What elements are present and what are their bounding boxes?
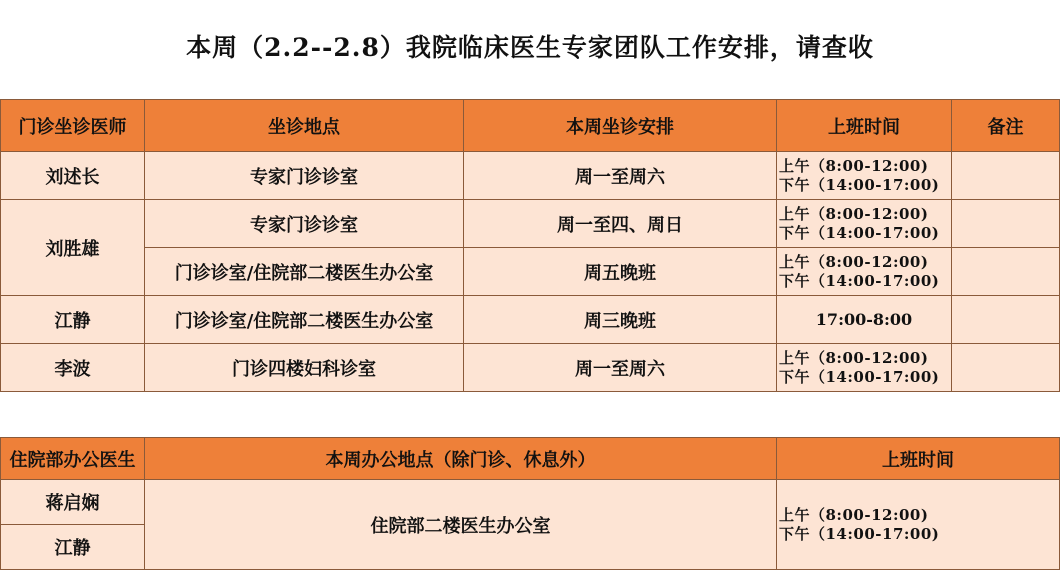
header-cell: 备注 (952, 100, 1060, 152)
doctor-name: 蒋启娴 (1, 480, 145, 525)
table-row (1, 296, 1060, 344)
doctor-name: 江静 (1, 296, 145, 344)
note-cell (952, 200, 1060, 248)
inpatient-schedule-table (0, 437, 1060, 570)
work-time-cell (777, 200, 952, 248)
schedule-cell: 周一至周六 (464, 344, 777, 392)
morning-time: 上午（8:00-12:00) (779, 156, 929, 175)
morning-time: 上午（8:00-12:00) (779, 204, 929, 223)
table-row (1, 248, 1060, 296)
doctor-name: 李波 (1, 344, 145, 392)
table-row (1, 344, 1060, 392)
schedule-cell: 周五晚班 (464, 248, 777, 296)
doctor-name: 江静 (1, 525, 145, 570)
table-row (1, 152, 1060, 200)
note-cell (952, 296, 1060, 344)
table-row (1, 480, 1060, 525)
page-title: 本周（2.2--2.8）我院临床医生专家团队工作安排，请查收 (186, 33, 874, 62)
location-cell: 门诊诊室/住院部二楼医生办公室 (145, 248, 464, 296)
location-cell: 专家门诊诊室 (145, 200, 464, 248)
schedule-cell: 周三晚班 (464, 296, 777, 344)
header-cell: 坐诊地点 (145, 100, 464, 152)
work-time-cell (777, 152, 952, 200)
work-time-cell (777, 248, 952, 296)
note-cell (952, 248, 1060, 296)
afternoon-time: 下午（14:00-17:00) (779, 223, 940, 242)
afternoon-time: 下午（14:00-17:00) (779, 524, 940, 543)
afternoon-time: 下午（14:00-17:00) (779, 367, 940, 386)
header-cell: 上班时间 (777, 438, 1060, 480)
schedule-cell: 周一至四、周日 (464, 200, 777, 248)
header-cell: 门诊坐诊医师 (1, 100, 145, 152)
header-cell: 上班时间 (777, 100, 952, 152)
note-cell (952, 152, 1060, 200)
header-cell: 住院部办公医生 (1, 438, 145, 480)
afternoon-time: 下午（14:00-17:00) (779, 271, 940, 290)
afternoon-time: 下午（14:00-17:00) (779, 175, 940, 194)
table-header-row (1, 438, 1060, 480)
header-cell: 本周坐诊安排 (464, 100, 777, 152)
office-location-cell: 住院部二楼医生办公室 (145, 480, 777, 570)
doctor-name: 刘述长 (1, 152, 145, 200)
table-header-row (1, 100, 1060, 152)
morning-time: 上午（8:00-12:00) (779, 505, 929, 524)
morning-time: 上午（8:00-12:00) (779, 348, 929, 367)
schedule-cell: 周一至周六 (464, 152, 777, 200)
outpatient-schedule-table (0, 99, 1060, 392)
table-row (1, 200, 1060, 248)
work-time-cell: 17:00-8:00 (777, 296, 952, 344)
location-cell: 专家门诊诊室 (145, 152, 464, 200)
work-time-cell (777, 344, 952, 392)
doctor-name: 刘胜雄 (1, 200, 145, 296)
note-cell (952, 344, 1060, 392)
morning-time: 上午（8:00-12:00) (779, 252, 929, 271)
location-cell: 门诊四楼妇科诊室 (145, 344, 464, 392)
header-cell: 本周办公地点（除门诊、休息外） (145, 438, 777, 480)
location-cell: 门诊诊室/住院部二楼医生办公室 (145, 296, 464, 344)
work-time-cell (777, 480, 1060, 570)
